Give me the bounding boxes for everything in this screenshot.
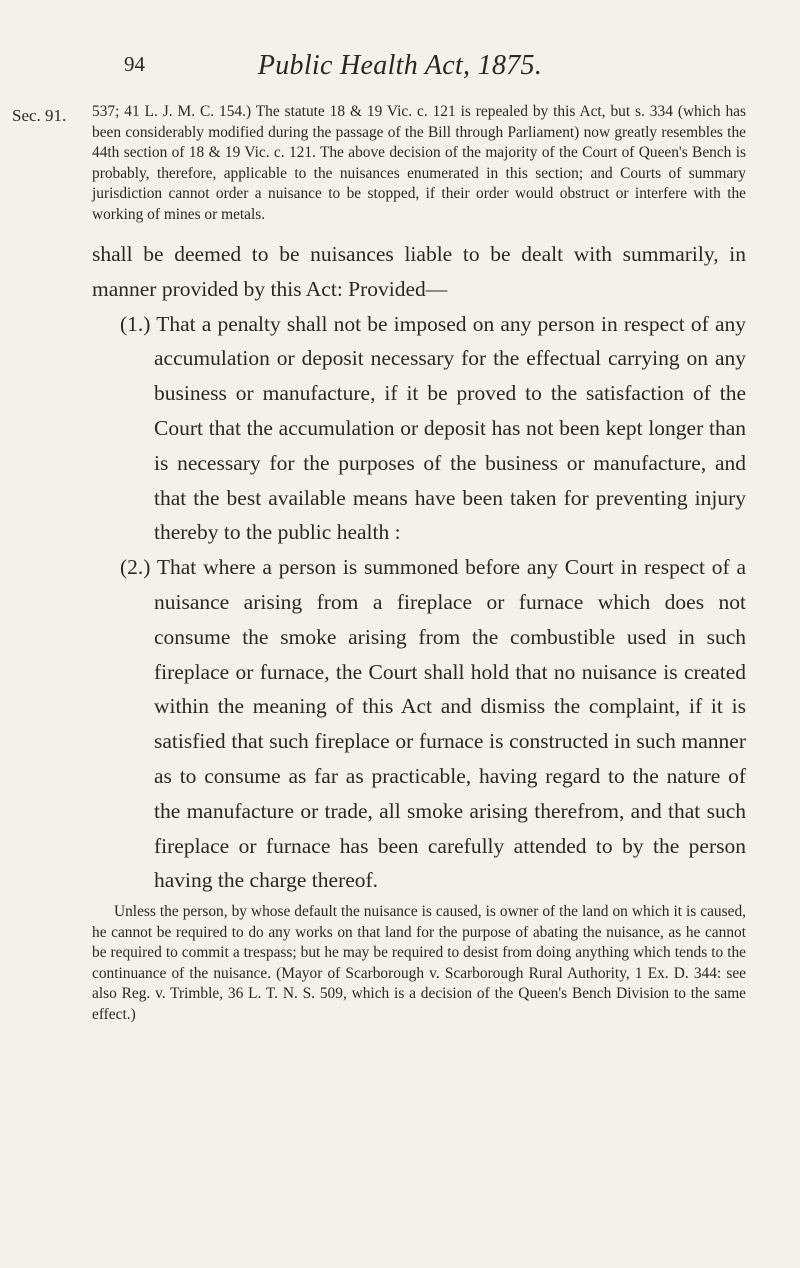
running-title: Public Health Act, 1875. <box>257 50 543 81</box>
annotation-note-bottom: Unless the person, by whose default the nuisance is caused, is owner of the land on which it is caused, he cannot be required to do any works on that land for the purpose of abating the nuisance, as he cannot be required to commit a trespass; but he may be required to desist from doing anything which tends to the continuance of the nuisance. (Mayor of Scarborough v. Scarborough Rural Authority, 1 Ex. D. 344: see also Reg. v. Trimble, 36 L. T. N. S. 509, which is a decision of the Queen's Bench Division to the same effect.) <box>92 903 746 1023</box>
page-header <box>0 48 800 88</box>
section-marker: Sec. 91. <box>12 106 67 125</box>
section-lead-text: shall be deemed to be nuisances liable to be dealt with summarily, in manner provided by this Act: Provided— <box>92 242 746 301</box>
proviso-2: (2.) That where a person is summoned before any Court in respect of a nuisance arising from a fireplace or furnace which does not consume the smoke arising from the combustible used in such fireplace or furnace, the Court shall hold that no nuisance is created within the meaning of this Act and dismiss the complaint, if it is satisfied that such fireplace or furnace is constructed in such manner as to consume as far as practicable, having regard to the nature of the manufacture or trade, all smoke arising therefrom, and that such fireplace or furnace has been carefully attended to by the person having the charge thereof. <box>120 555 746 893</box>
page-number: 94 <box>124 52 145 76</box>
proviso-1: (1.) That a penalty shall not be imposed on any person in respect of any accumulation or deposit necessary for the effectual carrying on any business or manufacture, if it be proved to the satisfaction of the Court that the accumulation or deposit has not been kept longer than is necessary for the purposes of the business or manufacture, and that the best available means have been taken for preventing injury thereby to the public health : <box>120 311 746 545</box>
page-body <box>92 102 746 1025</box>
annotation-note-top: 537; 41 L. J. M. C. 154.) The statute 18 & 19 Vic. c. 121 is repealed by this Act, but s. 334 (which has been considerably modified during the passage of the Bill through Parliament) now greatly resembles the 44th section of 18 & 19 Vic. c. 121. The above decision of the majority of the Court of Queen's Bench is probably, therefore, applicable to the nuisances enumerated in this section; and Courts of summary jurisdiction cannot order a nuisance to be stopped, if their order would obstruct or interfere with the working of mines or metals. <box>92 103 746 223</box>
